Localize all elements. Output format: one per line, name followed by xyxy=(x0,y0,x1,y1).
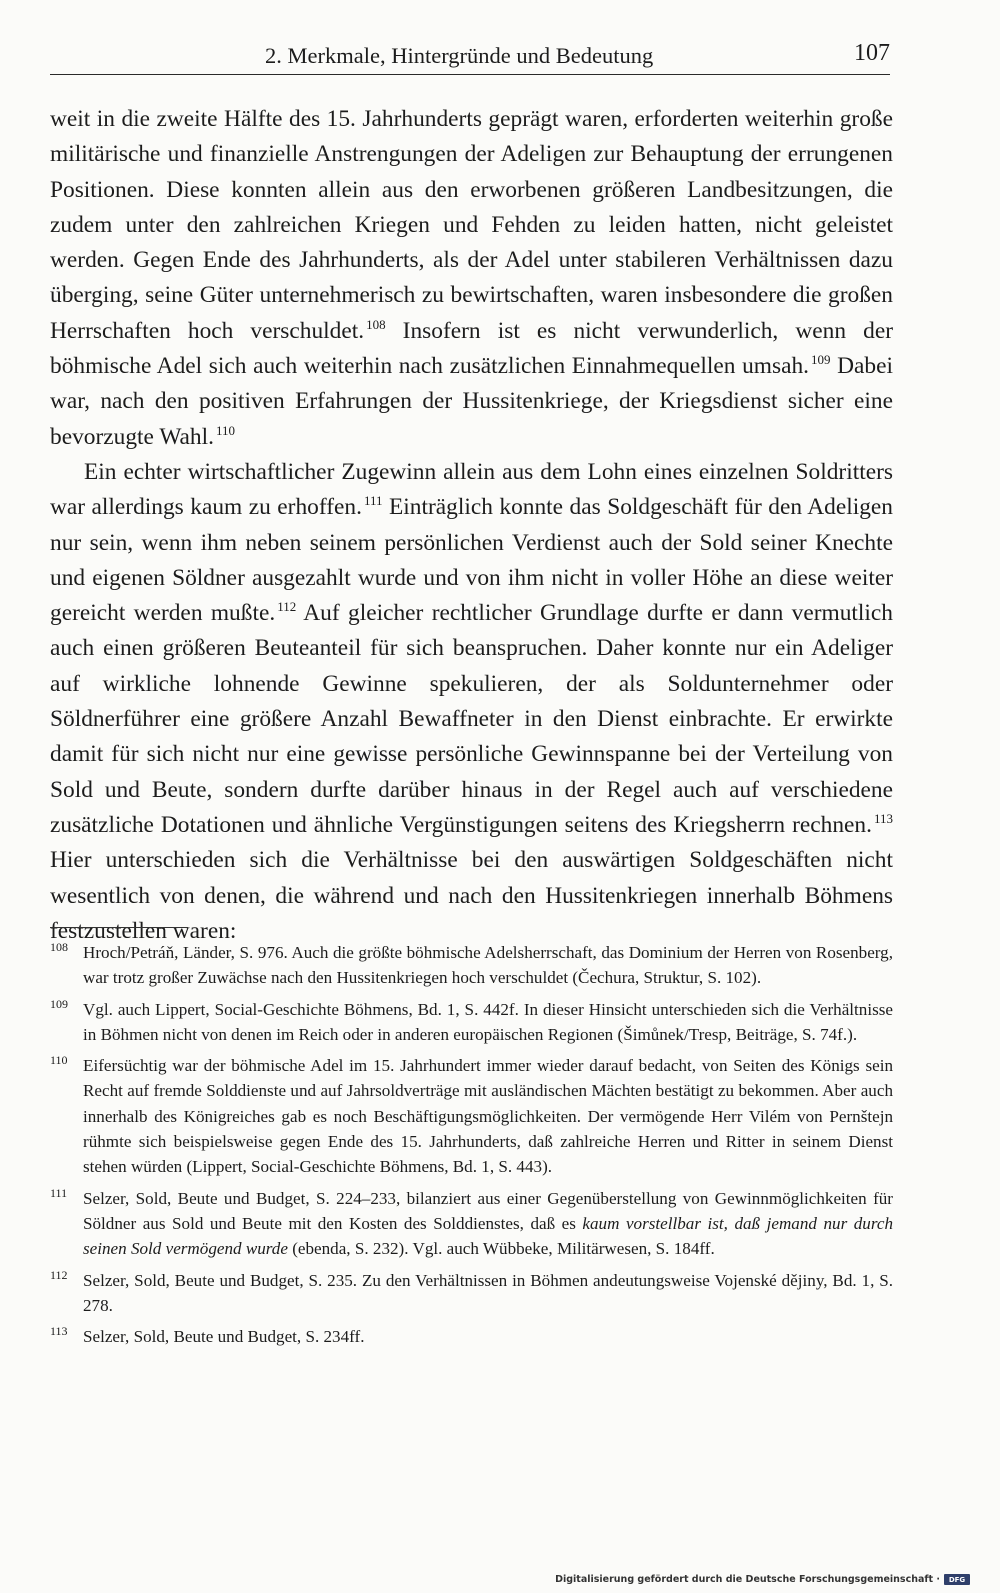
text-segment: Selzer, Sold, Beute und Budget, S. 234ff. xyxy=(83,1327,365,1347)
text-segment: weit in die zweite Hälfte des 15. Jahrhunderts geprägt waren, erforderten weiterhin große militärische und finanzielle Anstrengungen der Adeligen zur Behauptung der errungenen Positionen. Diese konnten allein aus den erworbenen größeren Landbesitzungen, die zudem unter den zahlreichen Kriegen und Fehden zu leiden hatten, nicht geleistet werden. Gegen Ende des Jahrhunderts, als der Adel unter stabileren Verhältnissen dazu überging, seine Güter unternehmerisch zu bewirtschaften, waren insbesondere die großen Herrschaften hoch verschuldet. xyxy=(50,106,893,344)
footnote-ref: 108 xyxy=(366,316,386,332)
body-paragraph xyxy=(50,102,893,455)
footnote-text xyxy=(83,1189,893,1259)
running-head-title: 2. Merkmale, Hintergründe und Bedeutung xyxy=(265,43,654,68)
footnote-number: 110 xyxy=(50,1053,68,1068)
text-segment: Selzer, Sold, Beute und Budget, S. 224–233, bilanziert aus einer Gegenüberstellung von Gewinnmöglichkeiten für Söldner aus Sold und Beute mit den Kosten des Solddienstes, daß es xyxy=(83,1188,893,1233)
footnote-text xyxy=(83,1271,893,1315)
digitization-credit xyxy=(555,1574,970,1585)
text-segment: Eifersüchtig war der böhmische Adel im 15. Jahrhundert immer wieder darauf bedacht, von Seiten des Königs sein Recht auf fremde Solddienste und auf Jahrsoldverträge mit ausländischen Mächten bestätigt zu bekommen. Aber auch innerhalb des Königreiches gab es noch Beschäftigungsmöglichkeiten. Der vermögende Herr Vilém von Pernštejn rühmte sich beispielsweise gegen Ende des 15. Jahrhunderts, daß zahlreiche Herren und Ritter in seinem Dienst stehen würden (Lippert, Social-Geschichte Böhmens, Bd. 1, S. 443). xyxy=(83,1056,893,1177)
footnote-number: 111 xyxy=(50,1185,68,1200)
text-segment: Einträglich konnte das Soldgeschäft für den Adeligen nur sein, wenn ihm neben seinem persönlichen Verdienst auch der Sold seiner Knechte und eigenen Söldner ausgezahlt wurde und von ihm nicht in voller Höhe an diese weiter gereicht werden mußte. xyxy=(50,494,893,627)
footnote xyxy=(50,1053,893,1179)
footnote-text xyxy=(83,1327,365,1346)
footnote-number: 112 xyxy=(50,1267,68,1282)
text-segment: Insofern ist es nicht verwunderlich, wenn der böhmische Adel sich auch weiterhin nach zusätzlichen Einnahmequellen umsah. xyxy=(50,317,893,380)
text-segment: Hroch/Petráň, Länder, S. 976. Auch die größte böhmische Adelsherrschaft, das Dominium der Herren von Rosenberg, war trotz großer Zuwächse nach den Hussitenkriegen hoch verschuldet (Čechura, Struktur, S. 102). xyxy=(83,943,893,988)
footnote xyxy=(50,940,893,991)
footnote-ref: 113 xyxy=(873,810,893,826)
footnote-number: 113 xyxy=(50,1324,68,1339)
footnote xyxy=(50,997,893,1048)
footnotes xyxy=(50,940,893,1355)
footnote xyxy=(50,1324,893,1349)
main-text xyxy=(50,102,893,949)
dfg-logo-icon: DFG xyxy=(944,1574,970,1585)
italic-text: kaum vorstellbar ist, daß jemand nur durch seinen Sold vermögend wurde xyxy=(83,1213,893,1259)
footnote xyxy=(50,1268,893,1319)
footnote-ref: 109 xyxy=(811,352,831,368)
page-number: 107 xyxy=(854,40,890,66)
text-segment: Hier unterschieden sich die Verhältnisse bei den auswärtigen Soldgeschäften nicht wesentlich von denen, die während und nach den Hussitenkriegen innerhalb Böhmens festzustellen waren: xyxy=(50,847,893,944)
footnote-text xyxy=(83,1056,893,1176)
text-segment: Auf gleicher rechtlicher Grundlage durfte er dann vermutlich auch einen größeren Beuteanteil für sich beanspruchen. Daher konnte nur ein Adeliger auf wirkliche lohnende Gewinne spekulieren, der als Soldunternehmer oder Söldnerführer eine größere Anzahl Bewaffneter in den Dienst einbrachte. Er erwirkte damit für sich nicht nur eine gewisse persönliche Gewinnspanne bei der Verteilung von Sold und Beute, sondern durfte darüber hinaus in der Regel auch auf verschiedene zusätzliche Dotationen und ähnliche Vergünstigungen seitens des Kriegsherrn rechnen. xyxy=(50,600,893,838)
text-segment: Ein echter wirtschaftlicher Zugewinn allein aus dem Lohn eines einzelnen Soldritters war allerdings kaum zu erhoffen. xyxy=(50,458,893,521)
footnote-ref: 112 xyxy=(277,599,297,615)
footnote-number: 109 xyxy=(50,996,68,1011)
footnote-ref: 111 xyxy=(363,493,383,509)
footnote-separator xyxy=(50,927,188,928)
body-paragraph xyxy=(50,455,893,949)
footnote-text xyxy=(83,943,893,987)
digitization-note: Digitalisierung gefördert durch die Deutsche Forschungsgemeinschaft · xyxy=(555,1574,940,1585)
footnote-text xyxy=(83,1000,893,1044)
footnote-number: 108 xyxy=(50,940,68,954)
footnote-ref: 110 xyxy=(215,422,235,438)
running-header xyxy=(50,40,890,75)
text-segment: Vgl. auch Lippert, Social-Geschichte Böhmens, Bd. 1, S. 442f. In dieser Hinsicht unterschieden sich die Verhältnisse in Böhmen nicht von denen im Reich oder in anderen europäischen Regionen (Šimůnek/Tresp, Beiträge, S. 74f.). xyxy=(83,999,893,1044)
footnote xyxy=(50,1186,893,1262)
text-segment: Selzer, Sold, Beute und Budget, S. 235. Zu den Verhältnissen in Böhmen andeutungsweise Vojenské dějiny, Bd. 1, S. 278. xyxy=(83,1270,893,1315)
text-segment: Dabei war, nach den positiven Erfahrungen der Hussitenkriege, der Kriegsdienst sicher eine bevorzugte Wahl. xyxy=(50,353,893,450)
text-segment: (ebenda, S. 232). Vgl. auch Wübbeke, Militärwesen, S. 184ff. xyxy=(287,1239,715,1259)
